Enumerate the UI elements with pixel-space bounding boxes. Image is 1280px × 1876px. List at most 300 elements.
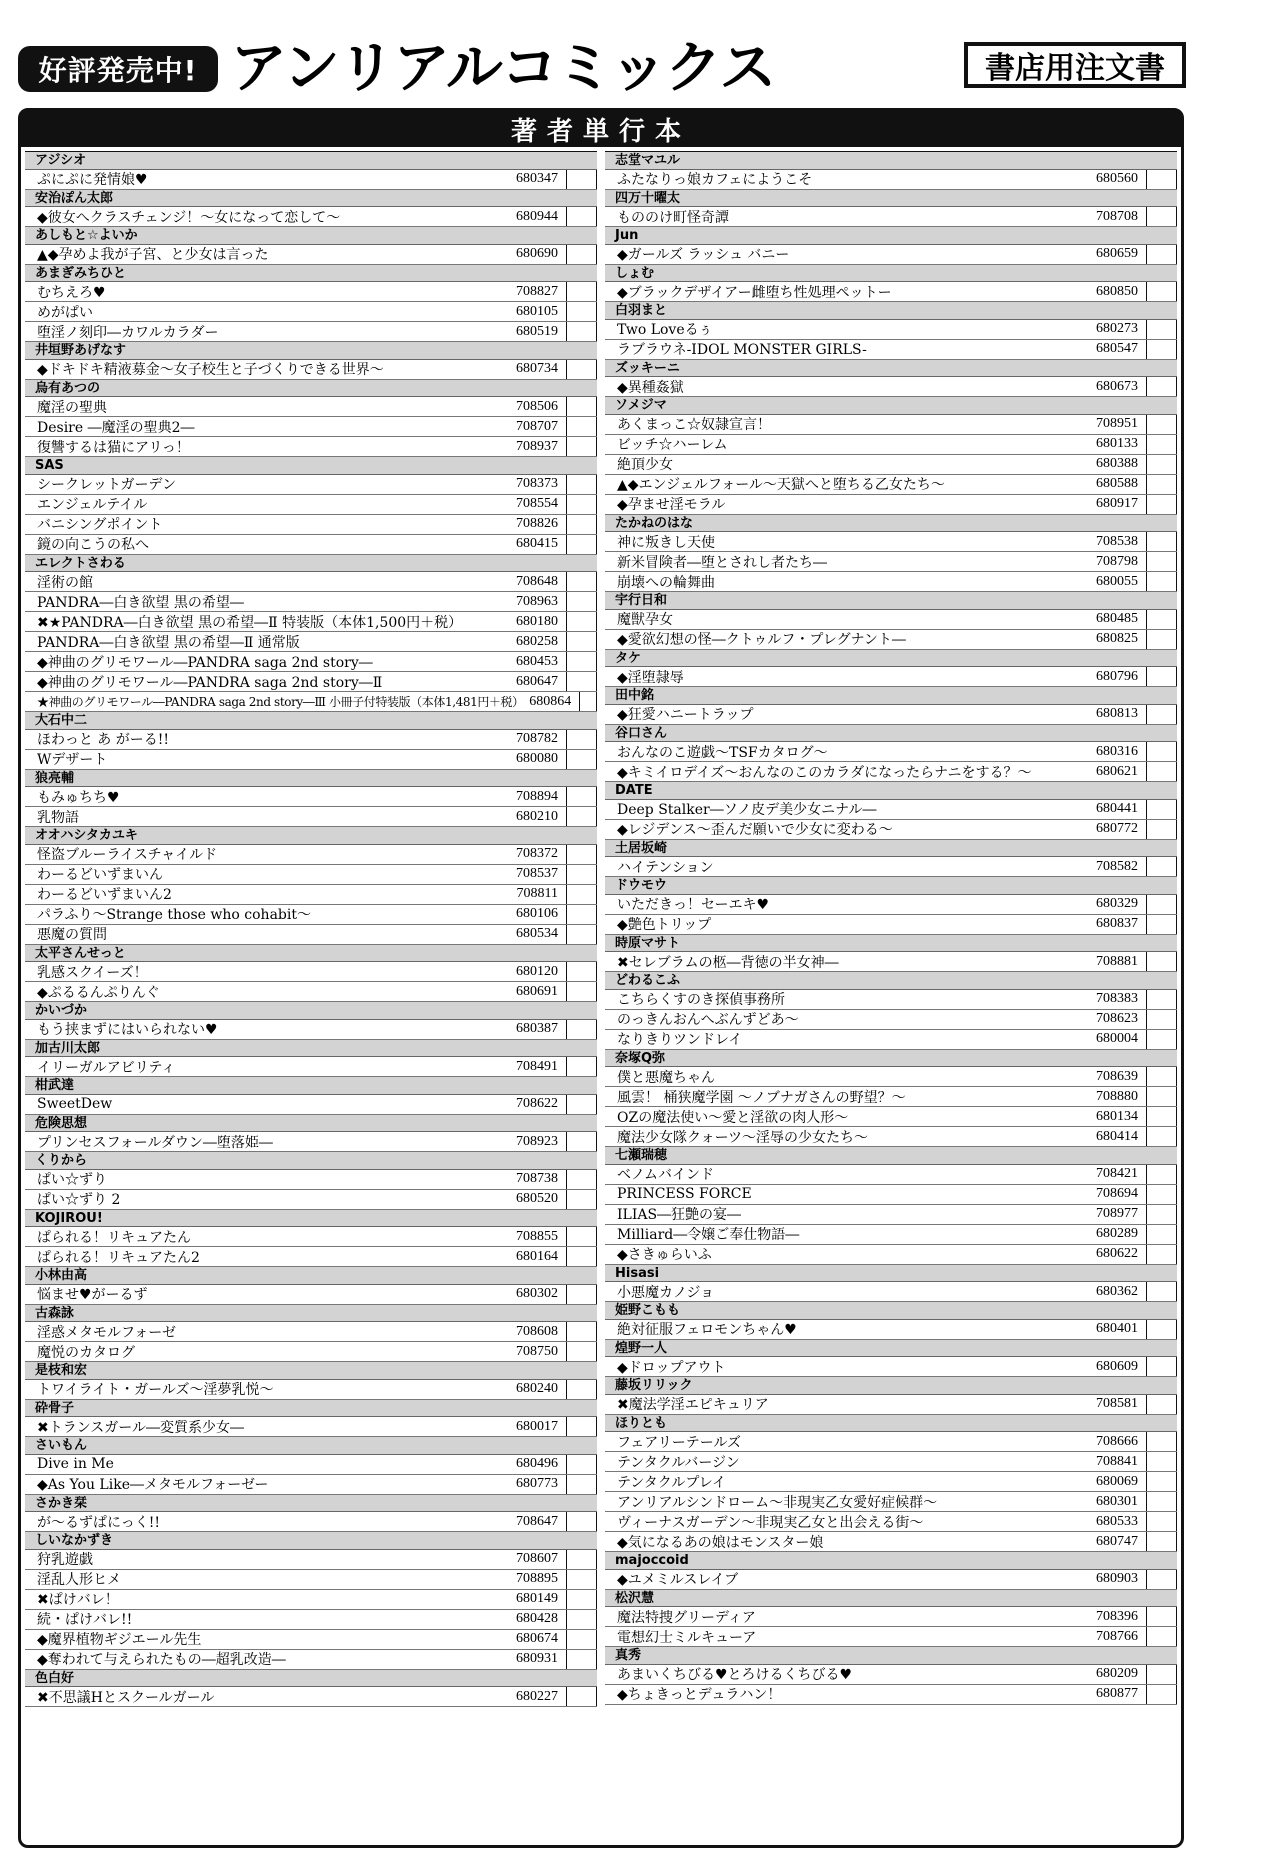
book-row (605, 952, 1177, 972)
book-row (605, 630, 1177, 650)
order-quantity-cell[interactable] (567, 1190, 597, 1209)
on-sale-badge: 好評発売中! (18, 46, 218, 92)
book-title: 鏡の向こうの私へ (37, 537, 149, 553)
order-quantity-cell[interactable] (567, 1687, 597, 1706)
book-code: 680547 (1051, 340, 1147, 359)
author-name: エレクトさわる (25, 555, 597, 573)
book-code: 680362 (1051, 1282, 1147, 1301)
book-code: 708639 (1051, 1067, 1147, 1086)
book-code: 680301 (1051, 1492, 1147, 1511)
author-name: 小林由高 (25, 1267, 597, 1285)
book-code: 680850 (1051, 282, 1147, 301)
order-quantity-cell[interactable] (567, 170, 597, 189)
order-quantity-cell[interactable] (1147, 415, 1177, 434)
book-code: 708421 (1051, 1165, 1147, 1184)
book-row (605, 320, 1177, 340)
book-code: 680415 (471, 535, 567, 554)
book-code: 680149 (471, 1590, 567, 1609)
order-quantity-cell[interactable] (1147, 245, 1177, 264)
book-code: 680414 (1051, 1127, 1147, 1146)
author-name: 狼亮輔 (25, 770, 597, 788)
author-name: さかき栞 (25, 1495, 597, 1513)
book-row (25, 1227, 597, 1247)
author-name: アジシオ (25, 152, 597, 170)
order-quantity-cell[interactable] (567, 787, 597, 806)
book-row (25, 592, 597, 612)
order-quantity-cell[interactable] (567, 302, 597, 321)
book-row (25, 672, 597, 692)
order-quantity-cell[interactable] (567, 245, 597, 264)
order-quantity-cell[interactable] (567, 1020, 597, 1039)
book-row (605, 1030, 1177, 1050)
order-quantity-cell[interactable] (567, 730, 597, 749)
book-title: 悪魔の質問 (37, 927, 107, 943)
book-title: 魔法少女隊クォーツ～淫辱の少女たち～ (617, 1129, 869, 1146)
book-row (605, 1087, 1177, 1107)
order-quantity-cell[interactable] (1147, 1472, 1177, 1491)
book-code: 680133 (1051, 435, 1147, 454)
book-code: 680289 (1051, 1225, 1147, 1244)
order-quantity-cell[interactable] (567, 1095, 597, 1114)
book-title: もみゅちち♥ (37, 789, 120, 806)
order-quantity-cell[interactable] (567, 535, 597, 554)
book-code: 708708 (1051, 207, 1147, 226)
book-row (25, 495, 597, 515)
order-quantity-cell[interactable] (567, 207, 597, 226)
book-row (605, 1320, 1177, 1340)
book-code: 680837 (1051, 915, 1147, 934)
order-quantity-cell[interactable] (1147, 762, 1177, 781)
order-quantity-cell[interactable] (567, 885, 597, 904)
book-code: 680180 (471, 612, 567, 631)
book-code: 708881 (1051, 952, 1147, 971)
book-code: 680588 (1051, 475, 1147, 494)
order-quantity-cell[interactable] (567, 750, 597, 769)
book-title: ◆さきゅらいふ (617, 1247, 712, 1263)
book-row (605, 1127, 1177, 1147)
book-row (25, 1550, 597, 1570)
book-title: ◆奪われて与えられたもの―超乳改造― (37, 1652, 286, 1668)
author-name: 安治ぽん太郎 (25, 190, 597, 208)
catalog-column-left (25, 151, 597, 1707)
book-row (605, 610, 1177, 630)
book-code: 680520 (471, 1190, 567, 1209)
book-title: 絶対征服フェロモンちゃん♥ (617, 1322, 797, 1338)
order-quantity-cell[interactable] (567, 1285, 597, 1304)
book-code: 680519 (471, 322, 567, 341)
book-code: 680209 (1051, 1665, 1147, 1684)
book-row (605, 1357, 1177, 1377)
book-row (25, 1342, 597, 1362)
order-quantity-cell[interactable] (1147, 475, 1177, 494)
order-quantity-cell[interactable] (1147, 800, 1177, 819)
book-code: 680227 (471, 1687, 567, 1706)
order-quantity-cell[interactable] (1147, 1282, 1177, 1301)
order-quantity-cell[interactable] (567, 1630, 597, 1649)
book-code: 680017 (471, 1417, 567, 1436)
book-row (605, 552, 1177, 572)
book-title: エンジェルテイル (37, 497, 148, 513)
book-code: 708894 (471, 787, 567, 806)
order-quantity-cell[interactable] (567, 515, 597, 534)
order-quantity-cell[interactable] (567, 962, 597, 981)
book-code: 708607 (471, 1550, 567, 1569)
order-quantity-cell[interactable] (567, 652, 597, 671)
order-quantity-cell[interactable] (567, 592, 597, 611)
book-title: ✖ぱけバレ！ (37, 1592, 119, 1608)
book-title: ◆ちょきっとデュラハン！ (617, 1687, 782, 1703)
book-code: 680329 (1051, 895, 1147, 914)
book-row (25, 1570, 597, 1590)
author-name: オオハシタカユキ (25, 827, 597, 845)
book-code: 680944 (471, 207, 567, 226)
book-title: 怪盗ブルーライスチャイルド (37, 847, 218, 863)
book-title: 悩ませ♥がーるず (37, 1287, 148, 1303)
book-title: 魔淫の聖典 (37, 399, 107, 416)
order-quantity-cell[interactable] (1147, 630, 1177, 649)
order-quantity-cell[interactable] (1147, 1185, 1177, 1204)
order-quantity-cell[interactable] (567, 495, 597, 514)
order-quantity-cell[interactable] (567, 845, 597, 864)
catalog-column-right (605, 151, 1177, 1707)
book-title: フェアリーテールズ (617, 1434, 742, 1451)
author-name: 姫野こもも (605, 1302, 1177, 1320)
author-name: 土居坂崎 (605, 840, 1177, 858)
book-row (25, 730, 597, 750)
author-name: 藤坂リリック (605, 1377, 1177, 1395)
book-title: ★神曲のグリモワール―PANDRA saga 2nd story―Ⅲ 小冊子付特装版（本体1,481円＋税） (37, 695, 524, 709)
book-code: 680347 (471, 170, 567, 189)
order-quantity-cell[interactable] (1147, 170, 1177, 189)
book-row (605, 1570, 1177, 1590)
book-row (605, 1452, 1177, 1472)
book-title: ◆魔界植物ギジエール先生 (37, 1632, 202, 1648)
book-row (25, 612, 597, 632)
order-quantity-cell[interactable] (567, 1132, 597, 1151)
book-code: 680387 (471, 1020, 567, 1039)
order-quantity-cell[interactable] (1147, 1570, 1177, 1589)
book-code: 680004 (1051, 1030, 1147, 1049)
book-code: 708506 (471, 397, 567, 416)
order-quantity-cell[interactable] (1147, 1225, 1177, 1244)
order-quantity-cell[interactable] (567, 672, 597, 691)
book-code: 680485 (1051, 610, 1147, 629)
book-row (605, 1010, 1177, 1030)
order-quantity-cell[interactable] (1147, 742, 1177, 761)
book-code: 680388 (1051, 455, 1147, 474)
order-quantity-cell[interactable] (1147, 1010, 1177, 1029)
book-code: 708750 (471, 1342, 567, 1361)
book-row (605, 820, 1177, 840)
book-code: 708373 (471, 475, 567, 494)
book-code: 680533 (1051, 1512, 1147, 1531)
book-row (25, 982, 597, 1002)
order-quantity-cell[interactable] (1147, 1492, 1177, 1511)
order-quantity-cell[interactable] (1147, 1607, 1177, 1626)
order-quantity-cell[interactable] (1147, 1107, 1177, 1126)
book-code: 708977 (1051, 1205, 1147, 1224)
order-quantity-cell[interactable] (567, 1475, 597, 1494)
book-title: ◆狂愛ハニートラップ (617, 707, 754, 723)
book-code: 680917 (1051, 495, 1147, 514)
order-quantity-cell[interactable] (1147, 1665, 1177, 1684)
order-quantity-cell[interactable] (1147, 455, 1177, 474)
book-title: ✖魔法学淫エピキュリア (617, 1397, 769, 1413)
book-code: 708951 (1051, 415, 1147, 434)
book-row (25, 807, 597, 827)
book-code: 680080 (471, 750, 567, 769)
book-code: 708648 (471, 572, 567, 591)
order-quantity-cell[interactable] (1147, 495, 1177, 514)
book-code: 708782 (471, 730, 567, 749)
book-row (25, 207, 597, 227)
order-quantity-cell[interactable] (567, 1380, 597, 1399)
book-title: 崩壊への輪舞曲 (617, 574, 715, 591)
book-code: 680164 (471, 1247, 567, 1266)
order-quantity-cell[interactable] (1147, 1127, 1177, 1146)
order-quantity-cell[interactable] (567, 1227, 597, 1246)
book-title: ほわっと あ がーる!! (37, 732, 170, 748)
book-row (605, 1607, 1177, 1627)
book-code: 680069 (1051, 1472, 1147, 1491)
book-row (25, 1417, 597, 1437)
book-title: バニシングポイント (37, 517, 163, 533)
order-quantity-cell[interactable] (1147, 610, 1177, 629)
order-quantity-cell[interactable] (567, 1057, 597, 1076)
book-row (25, 1590, 597, 1610)
order-quantity-cell[interactable] (567, 360, 597, 379)
book-code: 680428 (471, 1610, 567, 1629)
book-row (25, 692, 597, 712)
book-code: 708855 (471, 1227, 567, 1246)
order-quantity-cell[interactable] (567, 612, 597, 631)
order-quantity-cell[interactable] (567, 1247, 597, 1266)
book-code: 680134 (1051, 1107, 1147, 1126)
order-quantity-cell[interactable] (567, 1610, 597, 1629)
book-code: 680674 (471, 1630, 567, 1649)
author-name: あまぎみちひと (25, 265, 597, 283)
book-title: シークレットガーデン (37, 477, 177, 493)
order-quantity-cell[interactable] (567, 1455, 597, 1474)
book-code: 680258 (471, 632, 567, 651)
book-title: Dive in Me (37, 1456, 114, 1472)
book-code: 708766 (1051, 1627, 1147, 1646)
book-row (25, 322, 597, 342)
author-name: 砕骨子 (25, 1400, 597, 1418)
book-row (605, 377, 1177, 397)
order-quantity-cell[interactable] (567, 632, 597, 651)
book-title: ぱい☆ずり (37, 1172, 107, 1188)
book-row (605, 1225, 1177, 1245)
order-quantity-cell[interactable] (567, 925, 597, 944)
order-quantity-cell[interactable] (1147, 207, 1177, 226)
author-name: Jun (605, 227, 1177, 245)
book-title: PANDRA―白き欲望 黒の希望― (37, 594, 244, 611)
author-name: ドウモウ (605, 877, 1177, 895)
order-quantity-cell[interactable] (567, 397, 597, 416)
order-quantity-cell[interactable] (567, 437, 597, 456)
order-quantity-cell[interactable] (567, 1550, 597, 1569)
book-row (25, 360, 597, 380)
book-row (605, 455, 1177, 475)
book-row (25, 1687, 597, 1707)
order-quantity-cell[interactable] (1147, 1205, 1177, 1224)
order-quantity-cell[interactable] (1147, 820, 1177, 839)
order-quantity-cell[interactable] (1147, 377, 1177, 396)
book-code: 680690 (471, 245, 567, 264)
order-quantity-cell[interactable] (1147, 1685, 1177, 1704)
book-code: 680401 (1051, 1320, 1147, 1339)
order-quantity-cell[interactable] (1147, 1067, 1177, 1086)
book-row (25, 1285, 597, 1305)
book-row (25, 845, 597, 865)
book-code: 680120 (471, 962, 567, 981)
order-quantity-cell[interactable] (567, 1512, 597, 1531)
order-quantity-cell[interactable] (1147, 952, 1177, 971)
order-quantity-cell[interactable] (567, 1417, 597, 1436)
book-row (605, 245, 1177, 265)
book-title: ◆愛欲幻想の怪―クトゥルフ・プレグナント― (617, 632, 906, 648)
order-quantity-cell[interactable] (1147, 895, 1177, 914)
book-code: 680316 (1051, 742, 1147, 761)
order-quantity-cell[interactable] (567, 417, 597, 436)
book-title: 魔悦のカタログ (37, 1344, 135, 1361)
order-quantity-cell[interactable] (1147, 572, 1177, 591)
order-quantity-cell[interactable] (567, 1650, 597, 1669)
order-quantity-cell[interactable] (1147, 1395, 1177, 1414)
book-row (605, 800, 1177, 820)
book-title: トワイライト・ガールズ～淫夢乳悦～ (37, 1382, 274, 1398)
order-quantity-cell[interactable] (567, 1342, 597, 1361)
order-quantity-cell[interactable] (1147, 1532, 1177, 1551)
header (18, 38, 1188, 100)
order-quantity-cell[interactable] (567, 1170, 597, 1189)
author-name: あしもと☆よいか (25, 227, 597, 245)
book-title: PRINCESS FORCE (617, 1186, 752, 1202)
order-quantity-cell[interactable] (1147, 1030, 1177, 1049)
book-row (605, 1107, 1177, 1127)
order-quantity-cell[interactable] (1147, 340, 1177, 359)
order-quantity-cell[interactable] (567, 982, 597, 1001)
author-name: 白羽まと (605, 302, 1177, 320)
order-quantity-cell[interactable] (1147, 705, 1177, 724)
order-quantity-cell[interactable] (567, 807, 597, 826)
author-name: 古森詠 (25, 1305, 597, 1323)
book-title: ◆ぷるるんぷりんぐ (37, 984, 160, 1001)
order-quantity-cell[interactable] (1147, 990, 1177, 1009)
author-name: 松沢慧 (605, 1590, 1177, 1608)
order-quantity-cell[interactable] (1147, 552, 1177, 571)
book-code: 708880 (1051, 1087, 1147, 1106)
book-title: ◆淫堕隷辱 (617, 669, 684, 686)
order-quantity-cell[interactable] (1147, 1087, 1177, 1106)
order-quantity-cell[interactable] (567, 282, 597, 301)
book-row (25, 397, 597, 417)
book-row (605, 667, 1177, 687)
book-title: 堕淫ノ刻印―カワルカラダー (37, 324, 219, 341)
order-quantity-cell[interactable] (1147, 1432, 1177, 1451)
order-quantity-cell[interactable] (1147, 435, 1177, 454)
order-quantity-cell[interactable] (580, 692, 597, 711)
book-row (605, 435, 1177, 455)
book-row (605, 1472, 1177, 1492)
book-code: 680825 (1051, 630, 1147, 649)
book-row (605, 1685, 1177, 1705)
author-name: 時原マサト (605, 935, 1177, 953)
order-quantity-cell[interactable] (1147, 532, 1177, 551)
book-row (25, 1610, 597, 1630)
book-code: 708537 (471, 865, 567, 884)
book-code: 680691 (471, 982, 567, 1001)
order-quantity-cell[interactable] (1147, 1512, 1177, 1531)
order-quantity-cell[interactable] (1147, 1452, 1177, 1471)
book-row (25, 750, 597, 770)
book-code: 708623 (1051, 1010, 1147, 1029)
order-quantity-cell[interactable] (567, 1590, 597, 1609)
book-code: 680273 (1051, 320, 1147, 339)
order-quantity-cell[interactable] (567, 1322, 597, 1341)
author-name: しいなかずき (25, 1532, 597, 1550)
order-quantity-cell[interactable] (1147, 320, 1177, 339)
order-quantity-cell[interactable] (1147, 667, 1177, 686)
book-title: ✖トランスガール―変質系少女― (37, 1419, 245, 1436)
book-code: 680534 (471, 925, 567, 944)
book-code: 708647 (471, 1512, 567, 1531)
order-quantity-cell[interactable] (567, 865, 597, 884)
book-code: 680240 (471, 1380, 567, 1399)
order-quantity-cell[interactable] (567, 572, 597, 591)
order-quantity-cell[interactable] (1147, 282, 1177, 301)
author-name: かいづか (25, 1002, 597, 1020)
book-title: 絶頂少女 (617, 457, 673, 473)
order-quantity-cell[interactable] (567, 1570, 597, 1589)
catalog-panel (18, 108, 1184, 1848)
order-quantity-cell[interactable] (567, 905, 597, 924)
author-name: たかねのはな (605, 515, 1177, 533)
book-title: むちえろ♥ (37, 284, 106, 301)
book-title: ◆孕ませ淫モラル (617, 497, 726, 513)
book-code: 680903 (1051, 1570, 1147, 1589)
book-row (25, 1057, 597, 1077)
order-quantity-cell[interactable] (1147, 1357, 1177, 1376)
book-title: ◆神曲のグリモワール―PANDRA saga 2nd story― (37, 654, 373, 671)
book-code: 708491 (471, 1057, 567, 1076)
book-title: ベノムバインド (617, 1167, 715, 1183)
order-quantity-cell[interactable] (567, 322, 597, 341)
book-title: 僕と悪魔ちゃん (617, 1069, 715, 1086)
order-quantity-cell[interactable] (1147, 857, 1177, 876)
order-quantity-cell[interactable] (1147, 1320, 1177, 1339)
order-quantity-cell[interactable] (1147, 1245, 1177, 1264)
order-quantity-cell[interactable] (567, 475, 597, 494)
book-row (605, 495, 1177, 515)
book-title: いただきっ！セーエキ♥ (617, 897, 769, 913)
book-title: あまいくちびる♥とろけるくちびる♥ (617, 1667, 853, 1683)
panel-title: 著者単行本 (21, 111, 1181, 147)
book-code: 708538 (1051, 532, 1147, 551)
book-row (25, 1190, 597, 1210)
author-name: 太平さんせっと (25, 945, 597, 963)
book-title: ◆キミイロデイズ～おんなのこのカラダになったらナニをする？～ (617, 764, 1032, 781)
author-name: 真秀 (605, 1647, 1177, 1665)
order-quantity-cell[interactable] (1147, 1627, 1177, 1646)
order-quantity-cell[interactable] (1147, 915, 1177, 934)
book-row (25, 515, 597, 535)
order-quantity-cell[interactable] (1147, 1165, 1177, 1184)
author-name: さいもん (25, 1437, 597, 1455)
book-title: ◆ドキドキ精液募金～女子校生と子づくりできる世界～ (37, 362, 384, 378)
book-code: 680747 (1051, 1532, 1147, 1551)
